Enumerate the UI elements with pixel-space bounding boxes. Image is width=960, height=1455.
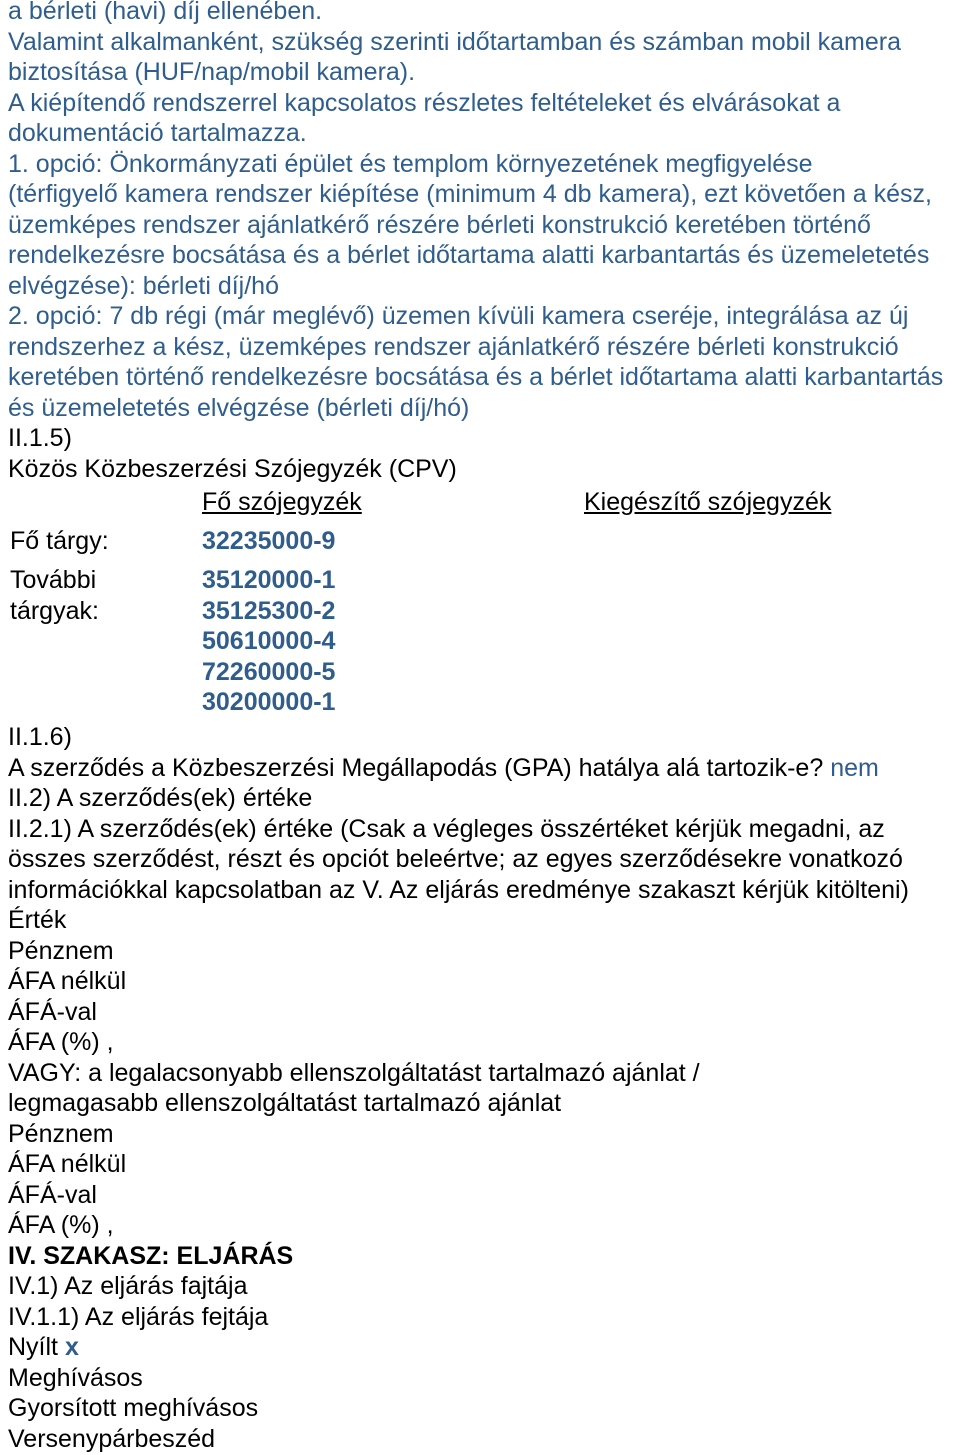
currency-field-label: Pénznem	[8, 936, 114, 965]
option-description-line: 1. opció: Önkormányzati épület és templom környezetének megfigyelése	[8, 149, 813, 178]
procedure-type-competitive-dialogue: Versenypárbeszéd	[8, 1424, 216, 1453]
cpv-main-subject-row	[8, 526, 956, 557]
option-description-line: a bérleti (havi) díj ellenében.	[8, 0, 323, 25]
section-heading-II-2: II.2) A szerződés(ek) értéke	[8, 784, 313, 812]
or-offer-range-line: legmagasabb ellenszolgáltatást tartalmazó ajánlat	[8, 1089, 562, 1117]
procedure-type-restricted: Meghívásos	[8, 1363, 143, 1392]
option-description-line: üzemképes rendszer ajánlatkérő részére bérleti konstrukció keretében történő	[8, 210, 871, 239]
option-description-line: Valamint alkalmanként, szükség szerinti időtartamban és számban mobil kamera	[8, 27, 901, 56]
cpv-supplementary-vocab-header: Kiegészítő szójegyzék	[584, 488, 832, 516]
section-heading-IV-1: IV.1) Az eljárás fajtája	[8, 1272, 248, 1300]
cpv-code-additional: 50610000-4	[202, 627, 336, 655]
procedure-type-accelerated-restricted: Gyorsított meghívásos	[8, 1394, 259, 1422]
gross-value-field-label: ÁFÁ-val	[8, 1180, 97, 1209]
option-description-line: és üzemeletetés elvégzése (bérleti díj/hó)	[8, 393, 470, 422]
option-description-line: A kiépítendő rendszerrel kapcsolatos részletes feltételeket és elvárásokat a	[8, 88, 841, 117]
option-description-line: (térfigyelő kamera rendszer kiépítése (minimum 4 db kamera), ezt követően a kész,	[8, 180, 932, 208]
or-offer-range-line: VAGY: a legalacsonyabb ellenszolgáltatást tartalmazó ajánlat /	[8, 1058, 700, 1087]
cpv-main-vocab-header: Fő szójegyzék	[202, 488, 362, 516]
option-description-line: 2. opció: 7 db régi (már meglévő) üzemen kívüli kamera cseréje, integrálása az új	[8, 302, 909, 330]
section-heading-II-1-5: II.1.5)	[8, 424, 72, 452]
gpa-answer: nem	[830, 753, 879, 782]
contract-value-instruction-line: összes szerződést, részt és opciót beleértve; az egyes szerződésekre vonatkozó	[8, 845, 903, 873]
cpv-additional-row	[8, 657, 956, 688]
contract-value-instruction-line: II.2.1) A szerződés(ek) értéke (Csak a végleges összértéket kérjük megadni, az	[8, 814, 885, 843]
cpv-title: Közös Közbeszerzési Szójegyzék (CPV)	[8, 454, 457, 483]
additional-subjects-label: tárgyak:	[10, 596, 99, 625]
contract-value-instruction-line: információkkal kapcsolatban az V. Az eljárás eredménye szakaszt kérjük kitölteni)	[8, 875, 909, 904]
net-value-field-label: ÁFA nélkül	[8, 967, 127, 995]
net-value-field-label: ÁFA nélkül	[8, 1150, 127, 1178]
cpv-additional-row	[8, 565, 956, 596]
selected-mark: x	[64, 1333, 79, 1361]
cpv-code-additional: 30200000-1	[202, 688, 336, 716]
option-description-line: elvégzése): bérleti díj/hó	[8, 271, 279, 300]
cpv-additional-row	[8, 596, 956, 627]
section-heading-II-1-6: II.1.6)	[8, 723, 72, 751]
option-description-line: dokumentáció tartalmazza.	[8, 119, 307, 147]
value-field-label: Érték	[8, 906, 67, 934]
main-subject-label: Fő tárgy:	[10, 527, 109, 555]
cpv-code-additional: 35120000-1	[202, 566, 336, 594]
section-heading-IV-1-1: IV.1.1) Az eljárás fejtája	[8, 1302, 269, 1331]
cpv-code-additional: 72260000-5	[202, 657, 336, 686]
vat-percent-field-label: ÁFA (%) ,	[8, 1028, 114, 1056]
cpv-code-additional: 35125300-2	[202, 596, 336, 625]
gross-value-field-label: ÁFÁ-val	[8, 997, 97, 1026]
cpv-additional-row	[8, 687, 956, 718]
gpa-question-line	[8, 753, 956, 784]
cpv-additional-row	[8, 626, 956, 657]
option-description-line: biztosítása (HUF/nap/mobil kamera).	[8, 58, 416, 86]
option-description-line: rendszerhez a kész, üzemképes rendszer ajánlatkérő részére bérleti konstrukció	[8, 332, 899, 361]
document-page	[8, 0, 956, 1454]
procedure-type-open	[8, 1332, 956, 1363]
cpv-code-main: 32235000-9	[202, 527, 336, 555]
cpv-header-row	[8, 487, 956, 518]
option-description-line: rendelkezésre bocsátása és a bérlet időtartama alatti karbantartás és üzemeletetés	[8, 241, 930, 269]
option-description-line: keretében történő rendelkezésre bocsátása és a bérlet időtartama alatti karbantartás	[8, 363, 944, 391]
gpa-question: A szerződés a Közbeszerzési Megállapodás (GPA) hatálya alá tartozik-e?	[8, 753, 824, 782]
currency-field-label: Pénznem	[8, 1119, 114, 1148]
cpv-table	[8, 487, 956, 718]
additional-subjects-label: További	[10, 566, 97, 594]
vat-percent-field-label: ÁFA (%) ,	[8, 1211, 114, 1239]
procedure-type-label: Nyílt	[8, 1333, 58, 1361]
section-title-IV: IV. SZAKASZ: ELJÁRÁS	[8, 1241, 294, 1270]
